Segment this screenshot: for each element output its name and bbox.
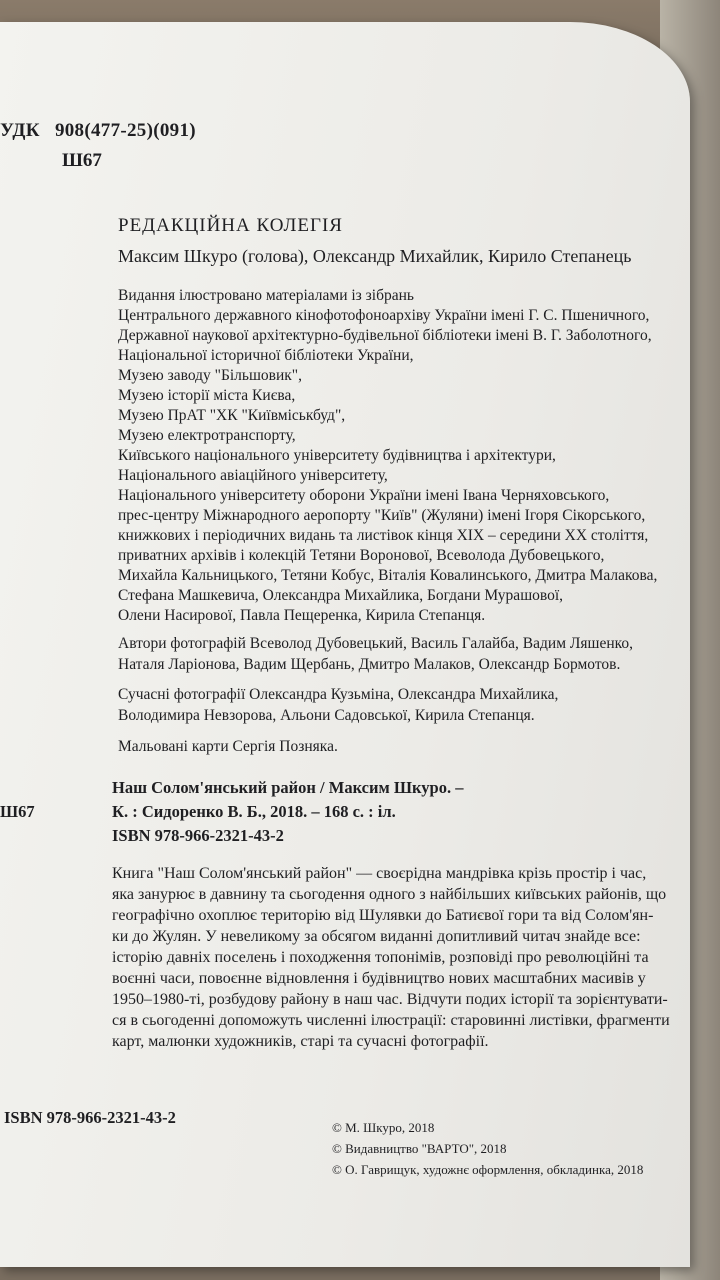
book-page <box>0 22 690 1267</box>
annotation-line: яка занурює в давнину та сьогодення одного з найбільших київських районів, що <box>112 886 667 903</box>
sources-line: прес-центру Міжнародного аеропорту "Київ" (Жуляни) імені Ігоря Сікорського, <box>118 507 646 524</box>
sources-line: Музею електротранспорту, <box>118 427 296 444</box>
sources-line: Національного університету оборони України імені Івана Черняховського, <box>118 487 610 504</box>
copyright-line: © М. Шкуро, 2018 <box>332 1120 435 1135</box>
sources-line: Михайла Кальницького, Тетяни Кобус, Віталія Ковалинського, Дмитра Малакова, <box>118 567 658 584</box>
photo-authors-line: Наталя Ларіонова, Вадим Щербань, Дмитро Малаков, Олександр Бормотов. <box>118 656 621 673</box>
annotation-line: історію давніх поселень і походження топонімів, розповіді про революційні та <box>112 949 649 966</box>
annotation-line: географічно охоплює територію від Шулявки до Батиєвої гори та від Солом'ян- <box>112 907 654 924</box>
sources-line: Олени Насирової, Павла Пещеренка, Кирила Степанця. <box>118 607 486 624</box>
sources-line: Стефана Машкевича, Олександра Михайлика, Богдани Мурашової, <box>118 587 564 604</box>
sources-line: Національної історичної бібліотеки України, <box>118 347 414 364</box>
sources-line: Центрального державного кінофотофоноархіву України імені Г. С. Пшеничного, <box>118 307 650 324</box>
editorial-title: РЕДАКЦІЙНА КОЛЕГІЯ <box>118 215 343 236</box>
annotation-line: 1950–1980-ті, розбудову району в наш час. Відчути подих історії та зорієнтувати- <box>112 991 668 1008</box>
sources-line: Музею заводу "Більшовик", <box>118 367 303 384</box>
annotation-line: Книга "Наш Солом'янський район" — своєрідна мандрівка крізь простір і час, <box>112 865 647 882</box>
modern-photos-line: Володимира Невзорова, Альони Садовської, Кирила Степанця. <box>118 707 535 724</box>
annotation-line: карт, малюнки художників, старі та сучасні фотографії. <box>112 1033 489 1050</box>
udk-line <box>0 120 196 142</box>
sources-line: Музею ПрАТ "ХК "Київміськбуд", <box>118 407 346 424</box>
copyright-line: © О. Гаврищук, художнє оформлення, обкладинка, 2018 <box>332 1162 644 1177</box>
copyright-line: © Видавництво "ВАРТО", 2018 <box>332 1141 507 1156</box>
bib-isbn: ISBN 978-966-2321-43-2 <box>112 826 284 845</box>
isbn-footer: ISBN 978-966-2321-43-2 <box>4 1108 176 1127</box>
annotation-line: ки до Жулян. У невеликому за обсягом виданні допитливий читач знайде все: <box>112 928 641 945</box>
maps-credit: Мальовані карти Сергія Позняка. <box>118 738 338 755</box>
sources-line: Державної наукової архітектурно-будівельної бібліотеки імені В. Г. Заболотного, <box>118 327 652 344</box>
udk-number: 908(477-25)(091) <box>54 120 196 141</box>
udk-label: УДК <box>0 120 40 141</box>
bib-code: Ш67 <box>0 802 35 821</box>
photo-authors-line: Автори фотографій Всеволод Дубовецький, Василь Галайба, Вадим Ляшенко, <box>118 635 634 652</box>
bib-line: Наш Солом'янський район / Максим Шкуро. – <box>112 778 464 797</box>
annotation-line: воєнні часи, повоєнне відновлення і будівництво нових масштабних масивів у <box>112 970 646 987</box>
bib-line: К. : Сидоренко В. Б., 2018. – 168 с. : іл. <box>112 802 396 821</box>
udk-code: Ш67 <box>62 150 102 171</box>
sources-line: Видання ілюстровано матеріалами із зібрань <box>118 287 414 304</box>
sources-line: приватних архівів і колекцій Тетяни Воронової, Всеволода Дубовецького, <box>118 547 605 564</box>
sources-line: Музею історії міста Києва, <box>118 387 296 404</box>
sources-line: Національного авіаційного університету, <box>118 467 388 484</box>
editorial-members: Максим Шкуро (голова), Олександр Михайлик, Кирило Степанець <box>118 246 632 266</box>
sources-line: Київського національного університету будівництва і архітектури, <box>118 447 556 464</box>
annotation-line: ся в сьогоденні допоможуть численні ілюстрації: старовинні листівки, фрагменти <box>112 1012 670 1029</box>
sources-line: книжкових і періодичних видань та листівок кінця XIX – середини XX століття, <box>118 527 649 544</box>
modern-photos-line: Сучасні фотографії Олександра Кузьміна, Олександра Михайлика, <box>118 686 559 703</box>
